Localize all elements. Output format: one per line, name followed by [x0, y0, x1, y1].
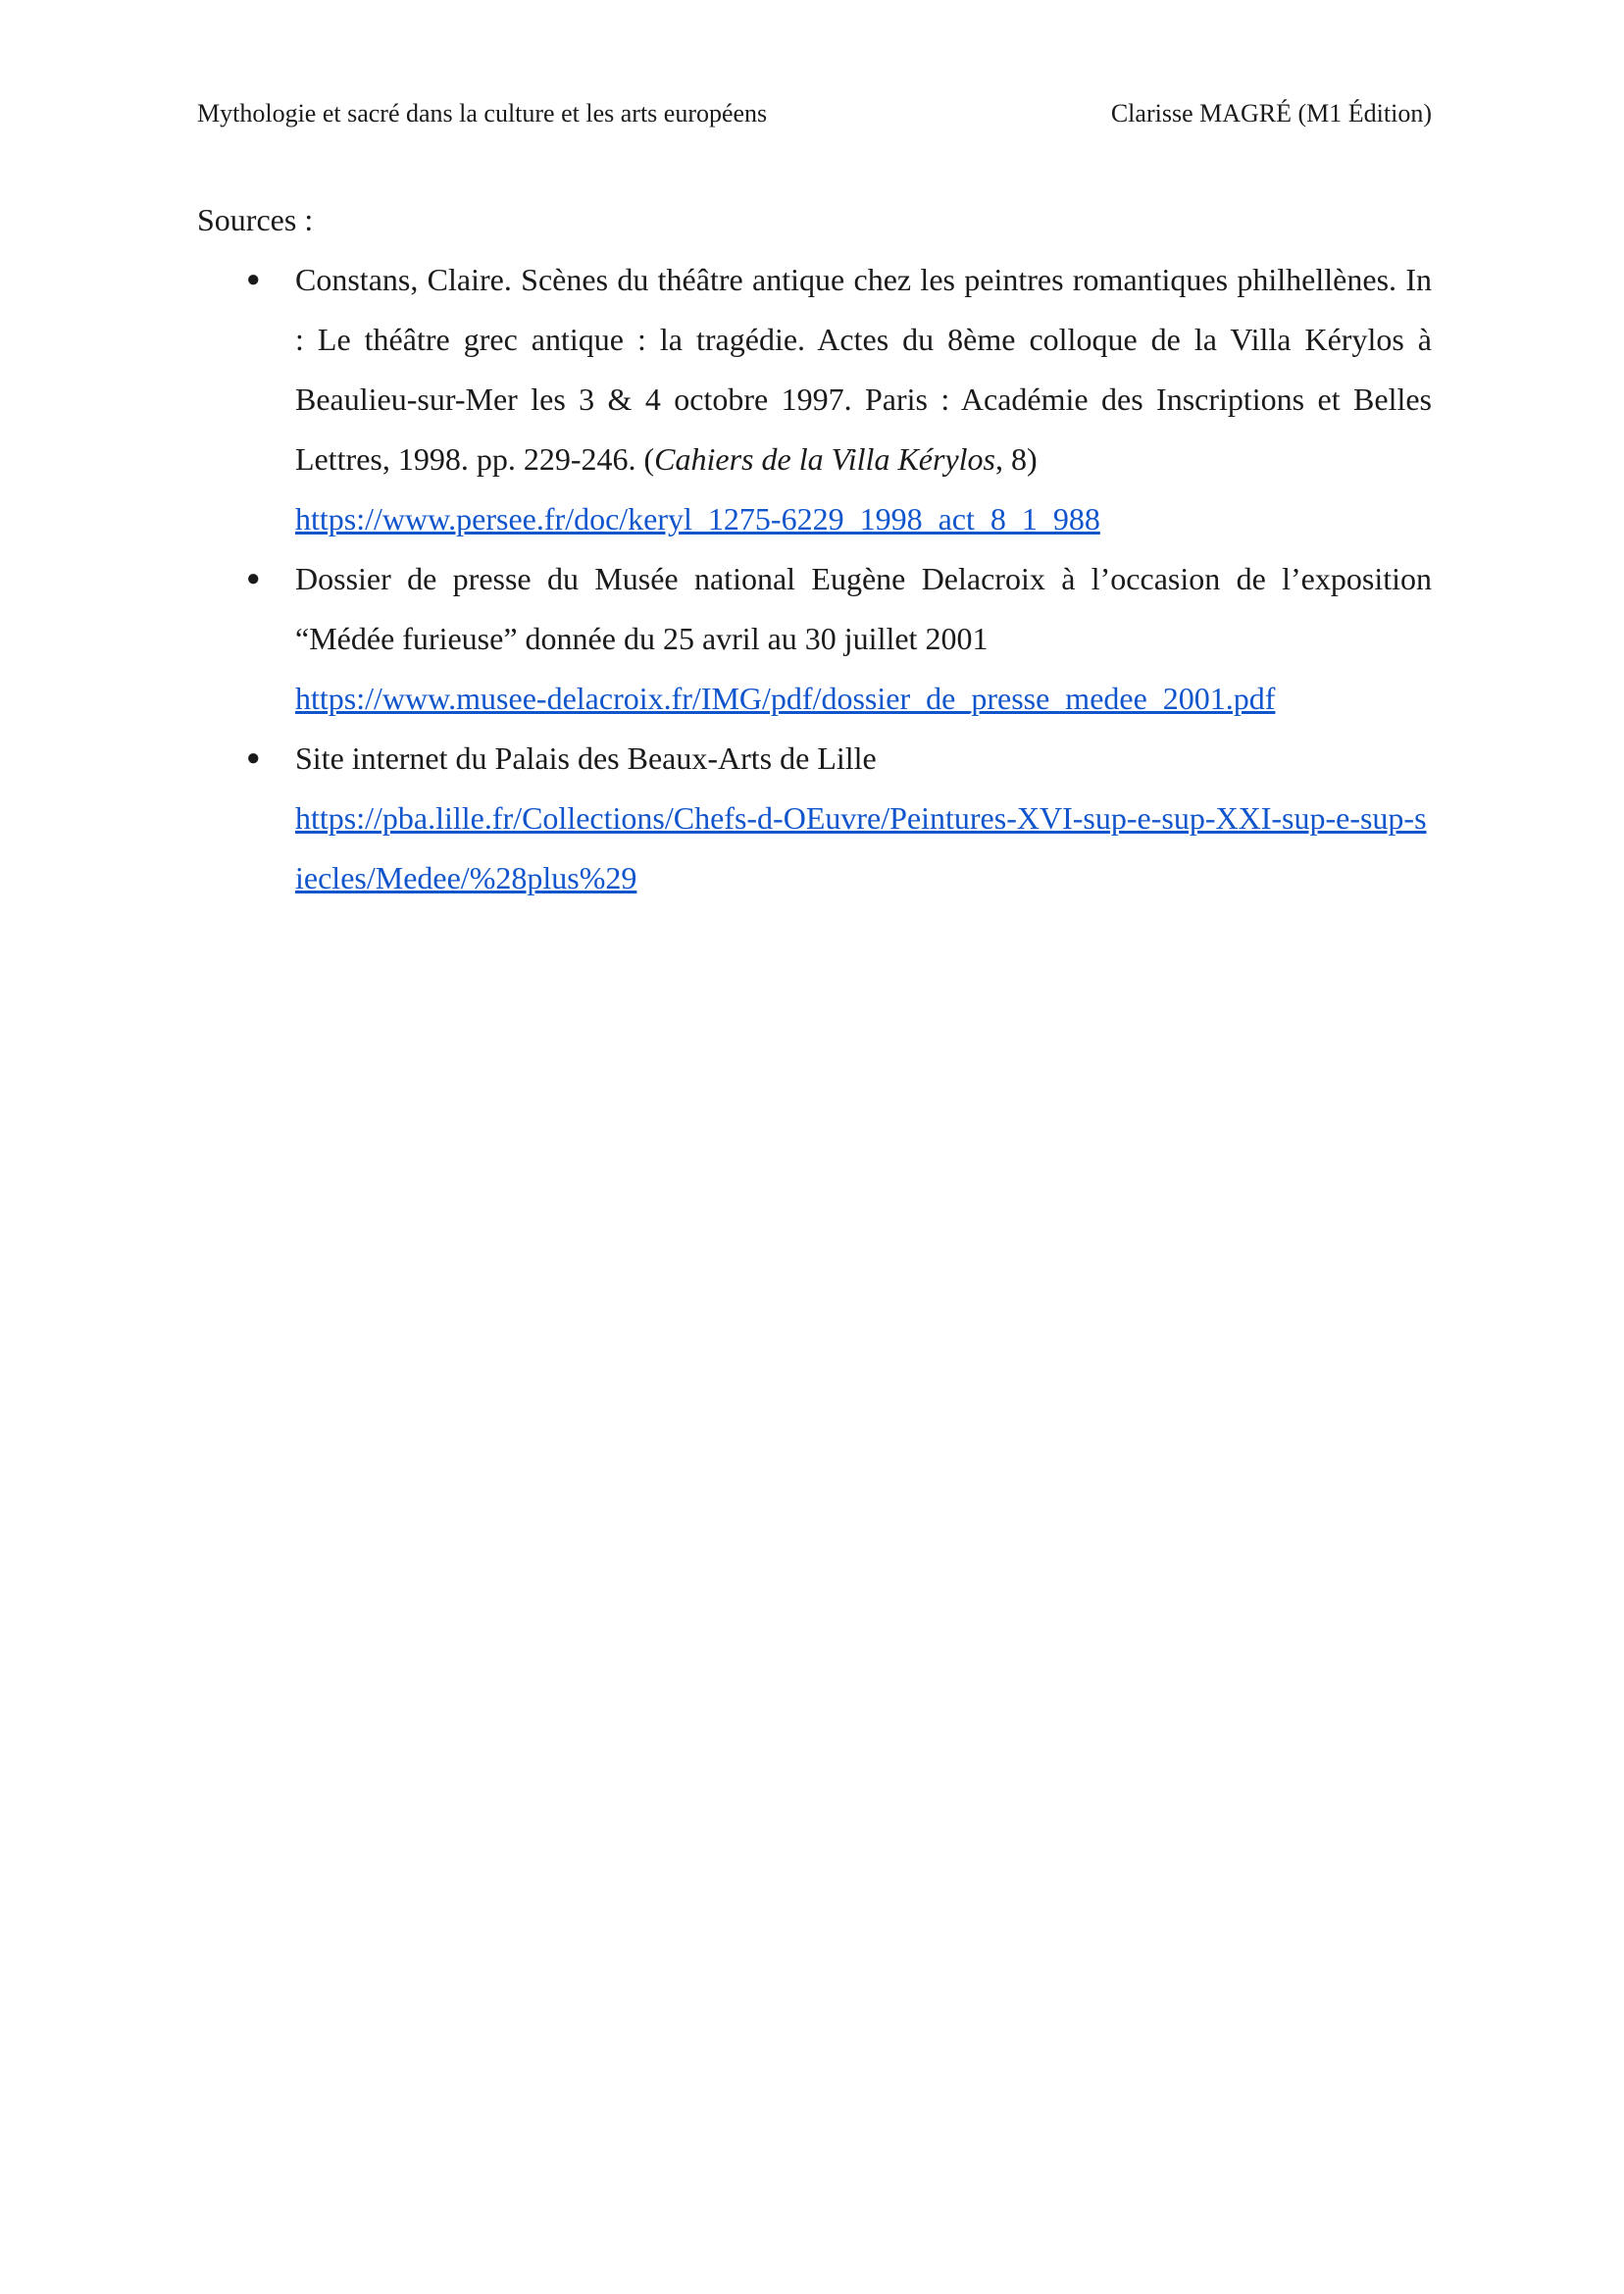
header-course-title: Mythologie et sacré dans la culture et les arts européens — [197, 99, 768, 127]
source-link-pba-lille[interactable]: https://pba.lille.fr/Collections/Chefs-d-OEuvre/Peintures-XVI-sup-e-sup-XXI-sup-e-sup-siecles/Medee/%28plus%29 — [295, 800, 1427, 895]
source-list — [197, 250, 1432, 908]
source-item-dossier-presse — [197, 549, 1432, 729]
source-item-pba-lille — [197, 729, 1432, 908]
citation-text: Constans, Claire. Scènes du théâtre antique chez les peintres romantiques philhellènes. In : Le théâtre grec antique : la tragédie. Actes du 8ème colloque de la Villa Kérylos à Beaulieu-sur-Mer les 3 & 4 octobre 1997. Paris : Académie des Inscriptions et Belles Lettres, 1998. pp. 229-246. ( — [295, 262, 1432, 477]
page-header — [197, 98, 1432, 129]
source-link-persee[interactable]: https://www.persee.fr/doc/keryl_1275-6229_1998_act_8_1_988 — [295, 501, 1100, 536]
header-author: Clarisse MAGRÉ (M1 Édition) — [1110, 99, 1432, 127]
citation-series-title: Cahiers de la Villa Kérylos — [654, 441, 995, 477]
source-citation: Dossier de presse du Musée national Eugène Delacroix à l’occasion de l’exposition “Médée furieuse” donnée du 25 avril au 30 juillet 2001 — [295, 561, 1432, 656]
source-citation: Site internet du Palais des Beaux-Arts de Lille — [295, 740, 877, 776]
sources-heading: Sources : — [197, 202, 314, 237]
bullet-icon: ● — [246, 566, 261, 591]
source-citation — [295, 262, 1432, 477]
source-item-constans — [197, 250, 1432, 549]
page-content — [197, 190, 1432, 908]
source-link-musee-delacroix[interactable]: https://www.musee-delacroix.fr/IMG/pdf/dossier_de_presse_medee_2001.pdf — [295, 681, 1276, 716]
citation-text-end: , 8) — [994, 441, 1038, 477]
bullet-icon: ● — [246, 745, 261, 771]
bullet-icon: ● — [246, 267, 261, 292]
